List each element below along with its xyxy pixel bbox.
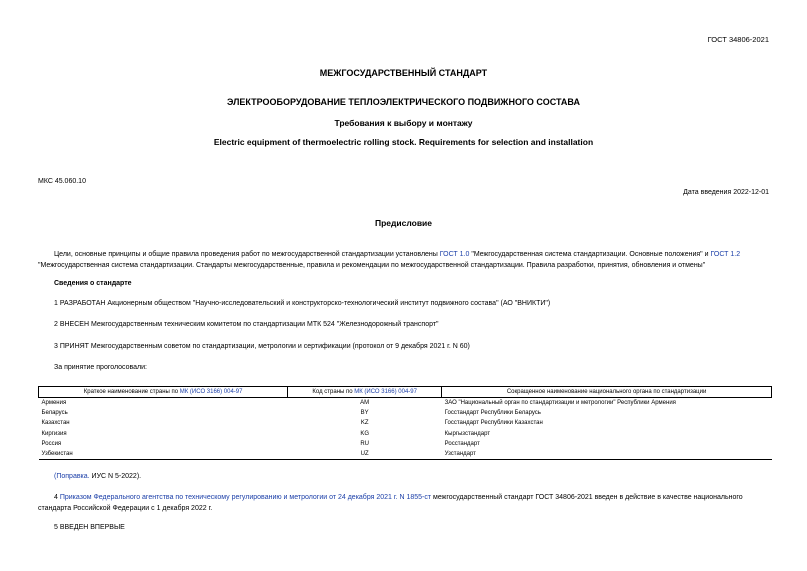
amendment-text: ИУС N 5-2022). <box>89 473 142 480</box>
standard-subtitle-ru: Требования к выбору и монтажу <box>334 118 473 128</box>
country-cell: Россия <box>41 440 62 447</box>
effective-date: Дата введения 2022-12-01 <box>683 189 769 196</box>
body-cell: Госстандарт Республики Казахстан <box>444 420 543 427</box>
preface-heading: Предисловие <box>374 218 433 228</box>
table-header-row <box>39 387 772 398</box>
standard-name-en: Electric equipment of thermoelectric rolling stock. Requirements for selection and installation <box>213 137 594 147</box>
standard-name-ru: ЭЛЕКТРООБОРУДОВАНИЕ ТЕПЛОЭЛЕКТРИЧЕСКОГО ПОДВИЖНОГО СОСТАВА <box>227 97 580 107</box>
header-standards-body: Сокращенное наименование национального органа по стандартизации <box>442 387 772 398</box>
amendment-note <box>54 473 141 480</box>
table-row <box>39 429 772 439</box>
body-cell: Росстандарт <box>444 440 480 447</box>
amendment-link[interactable]: (Поправка. <box>54 473 90 480</box>
info-item-4 <box>38 492 772 514</box>
gost-1-2-link[interactable]: ГОСТ 1.2 <box>710 251 741 258</box>
mk-iso-link[interactable]: МК (ИСО 3166) 004-97 <box>354 389 417 395</box>
document-number: ГОСТ 34806-2021 <box>707 35 769 44</box>
rosstandart-order-link[interactable]: Приказом Федерального агентства по техническому регулированию и метрологии от 24 декабря 2021 г. N 1855-ст <box>59 494 432 501</box>
info-item-1: 1 РАЗРАБОТАН Акционерным обществом "Научно-исследовательский и конструкторско-технологический институт подвижного состава" (АО "ВНИКТИ") <box>54 300 551 307</box>
code-cell: AM <box>360 400 370 407</box>
voting-states-table <box>38 386 772 460</box>
code-cell: RU <box>360 440 370 447</box>
country-cell: Казахстан <box>41 420 70 427</box>
table-row <box>39 398 772 409</box>
body-cell: ЗАО "Национальный орган по стандартизации и метрологии" Республики Армения <box>444 400 676 407</box>
intro-text-1: Цели, основные принципы и общие правила проведения работ по межгосударственной стандартизации установлены <box>54 251 440 258</box>
gost-1-0-link[interactable]: ГОСТ 1.0 <box>439 251 470 258</box>
body-cell: Кыргызстандарт <box>444 430 491 437</box>
country-cell: Киргизия <box>41 430 67 437</box>
item-4-text: межгосударственный стандарт ГОСТ 34806-2021 введен в действие в качестве национального стандарта Российской Федерации с 1 декабря 2022 г. <box>38 494 743 512</box>
country-cell: Беларусь <box>41 410 68 417</box>
mks-code: МКС 45.060.10 <box>38 178 86 185</box>
intro-text-2: "Межгосударственная система стандартизации. Основные положения" и <box>469 251 711 258</box>
header-country-name: Краткое наименование страны по МК (ИСО 3166) 004-97 <box>39 387 288 398</box>
info-item-2: 2 ВНЕСЕН Межгосударственным техническим комитетом по стандартизации МТК 524 "Железнодорожный транспорт" <box>54 321 439 328</box>
intro-text-3: "Межгосударственная система стандартизации. Стандарты межгосударственные, правила и рекомендации по межгосударственной стандартизации. Правила разработки, принятия, обновления и отмены" <box>38 262 706 269</box>
info-item-3: 3 ПРИНЯТ Межгосударственным советом по стандартизации, метрологии и сертификации (протокол от 9 декабря 2021 г. N 60) <box>54 343 470 350</box>
body-cell: Узстандарт <box>442 449 772 460</box>
code-cell: KG <box>360 430 370 437</box>
preface-intro-paragraph <box>38 249 772 271</box>
table-row <box>39 439 772 449</box>
header-country-code: Код страны по МК (ИСО 3166) 004-97 <box>288 387 442 398</box>
info-item-5: 5 ВВЕДЕН ВПЕРВЫЕ <box>54 524 125 531</box>
table-row <box>39 418 772 428</box>
body-cell: Госстандарт Республики Беларусь <box>444 410 541 417</box>
country-cell: Узбекистан <box>39 449 288 460</box>
table-row <box>39 449 772 460</box>
table-row <box>39 408 772 418</box>
standard-info-heading: Сведения о стандарте <box>54 280 132 287</box>
standard-type-title: МЕЖГОСУДАРСТВЕННЫЙ СТАНДАРТ <box>319 68 488 78</box>
code-cell: UZ <box>288 449 442 460</box>
country-cell: Армения <box>41 400 67 407</box>
item-4-number: 4 <box>54 494 60 501</box>
code-cell: KZ <box>360 420 369 427</box>
voted-label: За принятие проголосовали: <box>54 364 147 371</box>
mk-iso-link[interactable]: МК (ИСО 3166) 004-97 <box>179 389 243 395</box>
code-cell: BY <box>360 410 369 417</box>
